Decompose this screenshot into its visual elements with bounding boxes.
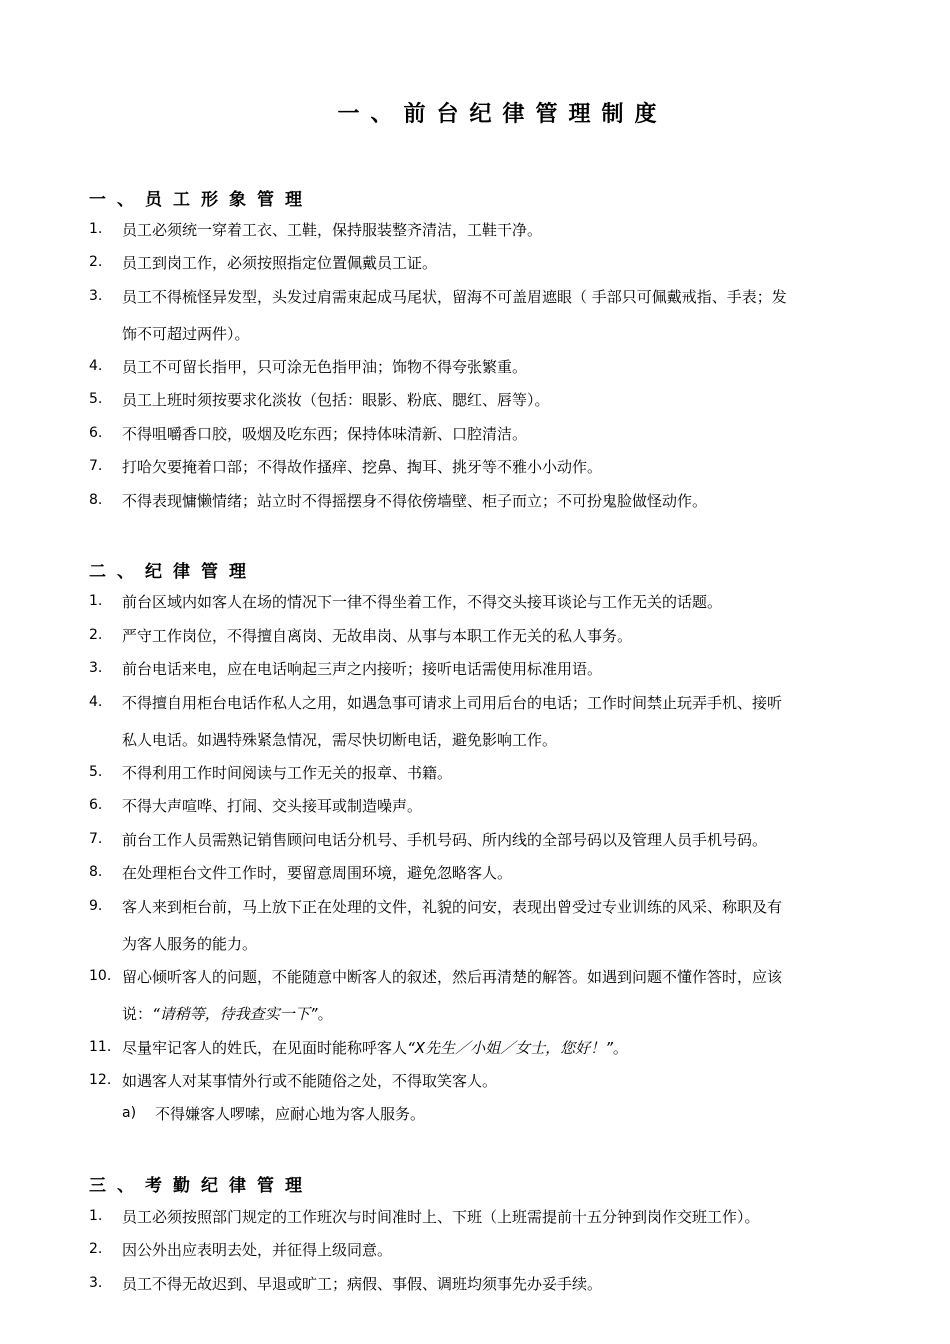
list-item-text: 在处理柜台文件工作时，要留意周围环境，避免忽略客人。 [122,864,513,882]
section-heading-attendance: 三、考勤纪律管理 [89,1176,313,1196]
list-item-text: 员工上班时须按要求化淡妆（包括：眼影、粉底、腮红、唇等）。 [122,391,550,409]
list-item-number: 8. [89,864,103,880]
list-item-number: 5. [89,391,103,407]
list-item-text: 前台区域内如客人在场的情况下一律不得坐着工作，不得交头接耳谈论与工作无关的话题。 [122,593,723,611]
list-item-text: 员工不得梳怪异发型，头发过肩需束起成马尾状，留海不可盖眉遮眼（ 手部只可佩戴戒指、手表；发 [122,288,787,306]
list-item-number: 1. [89,221,103,237]
list-item-number: 2. [89,627,103,643]
list-item-text: 留心倾听客人的问题，不能随意中断客人的叙述，然后再清楚的解答。如遇到问题不懂作答时，应该 [122,968,783,986]
text-prefix: 说： [122,1005,153,1023]
quoted-phrase: “X先生／小姐／女士，您好！” [407,1039,613,1057]
list-item-text: 客人来到柜台前，马上放下正在处理的文件，礼貌的问安，表现出曾受过专业训练的风采、称职及有 [122,898,783,916]
list-item-text: 员工不得无故迟到、早退或旷工；病假、事假、调班均须事先办妥手续。 [122,1275,603,1293]
list-item-text: 前台电话来电，应在电话响起三声之内接听；接听电话需使用标准用语。 [122,660,603,678]
list-item-number: 3. [89,1275,103,1291]
list-item-text: 前台工作人员需熟记销售顾问电话分机号、手机号码、所内线的全部号码以及管理人员手机号码。 [122,831,768,849]
list-item-text: 不得表现慵懒情绪；站立时不得摇摆身不得依傍墙壁、柜子而立；不可扮鬼脸做怪动作。 [122,492,708,510]
list-item-number: 7. [89,458,103,474]
list-item-text: 不得擅自用柜台电话作私人之用，如遇急事可请求上司用后台的电话；工作时间禁止玩弄手机、接听 [122,694,783,712]
list-item-text: 因公外出应表明去处，并征得上级同意。 [122,1241,393,1259]
list-item-number: 7. [89,831,103,847]
section-heading-appearance: 一、员工形象管理 [89,190,313,210]
list-item-number: 3. [89,660,103,676]
sub-item-label: a) [122,1105,137,1121]
list-item-text: 员工必须统一穿着工衣、工鞋，保持服装整齐清洁，工鞋干净。 [122,221,543,239]
list-item-text: 不得大声喧哗、打闹、交头接耳或制造噪声。 [122,797,423,815]
list-item-number: 4. [89,358,103,374]
list-item-text: 严守工作岗位，不得擅自离岗、无故串岗、从事与本职工作无关的私人事务。 [122,627,633,645]
list-item-number: 11. [89,1039,112,1055]
list-item-text-continued: 私人电话。如遇特殊紧急情况，需尽快切断电话，避免影响工作。 [122,731,558,749]
list-item-number: 2. [89,1241,103,1257]
list-item-text: 员工到岗工作，必须按照指定位置佩戴员工证。 [122,254,438,272]
list-item-text: 如遇客人对某事情外行或不能随俗之处，不得取笑客人。 [122,1072,498,1090]
text-suffix: 。 [612,1039,628,1057]
text-prefix: 尽量牢记客人的姓氏，在见面时能称呼客人 [122,1039,408,1057]
text-suffix: 。 [317,1005,333,1023]
list-item-text-continued: 为客人服务的能力。 [122,935,258,953]
list-item-text: 打哈欠要掩着口部；不得故作搔痒、挖鼻、掏耳、挑牙等不雅小小动作。 [122,458,603,476]
section-heading-discipline: 二、纪律管理 [89,562,257,582]
list-item-number: 3. [89,288,103,304]
list-item-text: 不得咀嚼香口胶，吸烟及吃东西；保持体味清新、口腔清洁。 [122,425,528,443]
list-item-number: 10. [89,968,112,984]
list-item-text: 不得利用工作时间阅读与工作无关的报章、书籍。 [122,764,453,782]
list-item-number: 1. [89,1208,103,1224]
list-item-number: 1. [89,593,103,609]
list-item-number: 9. [89,898,103,914]
sub-item-text: 不得嫌客人啰嗦，应耐心地为客人服务。 [155,1105,426,1123]
list-item-number: 4. [89,694,103,710]
document-title: 一、前台纪律管理制度 [337,102,668,127]
list-item-text-continued: 饰不可超过两件）。 [122,325,250,343]
quoted-phrase: “请稍等，待我查实一下” [152,1005,318,1023]
list-item-text: 员工必须按照部门规定的工作班次与时间准时上、下班（上班需提前十五分钟到岗作交班工作）。 [122,1208,760,1226]
list-item-number: 8. [89,492,103,508]
list-item-number: 2. [89,254,103,270]
list-item-number: 6. [89,797,103,813]
list-item-text-continued [122,1003,333,1024]
list-item-text [122,1037,628,1058]
list-item-number: 5. [89,764,103,780]
list-item-number: 6. [89,425,103,441]
list-item-number: 12. [89,1072,112,1088]
list-item-text: 员工不可留长指甲，只可涂无色指甲油；饰物不得夸张繁重。 [122,358,528,376]
